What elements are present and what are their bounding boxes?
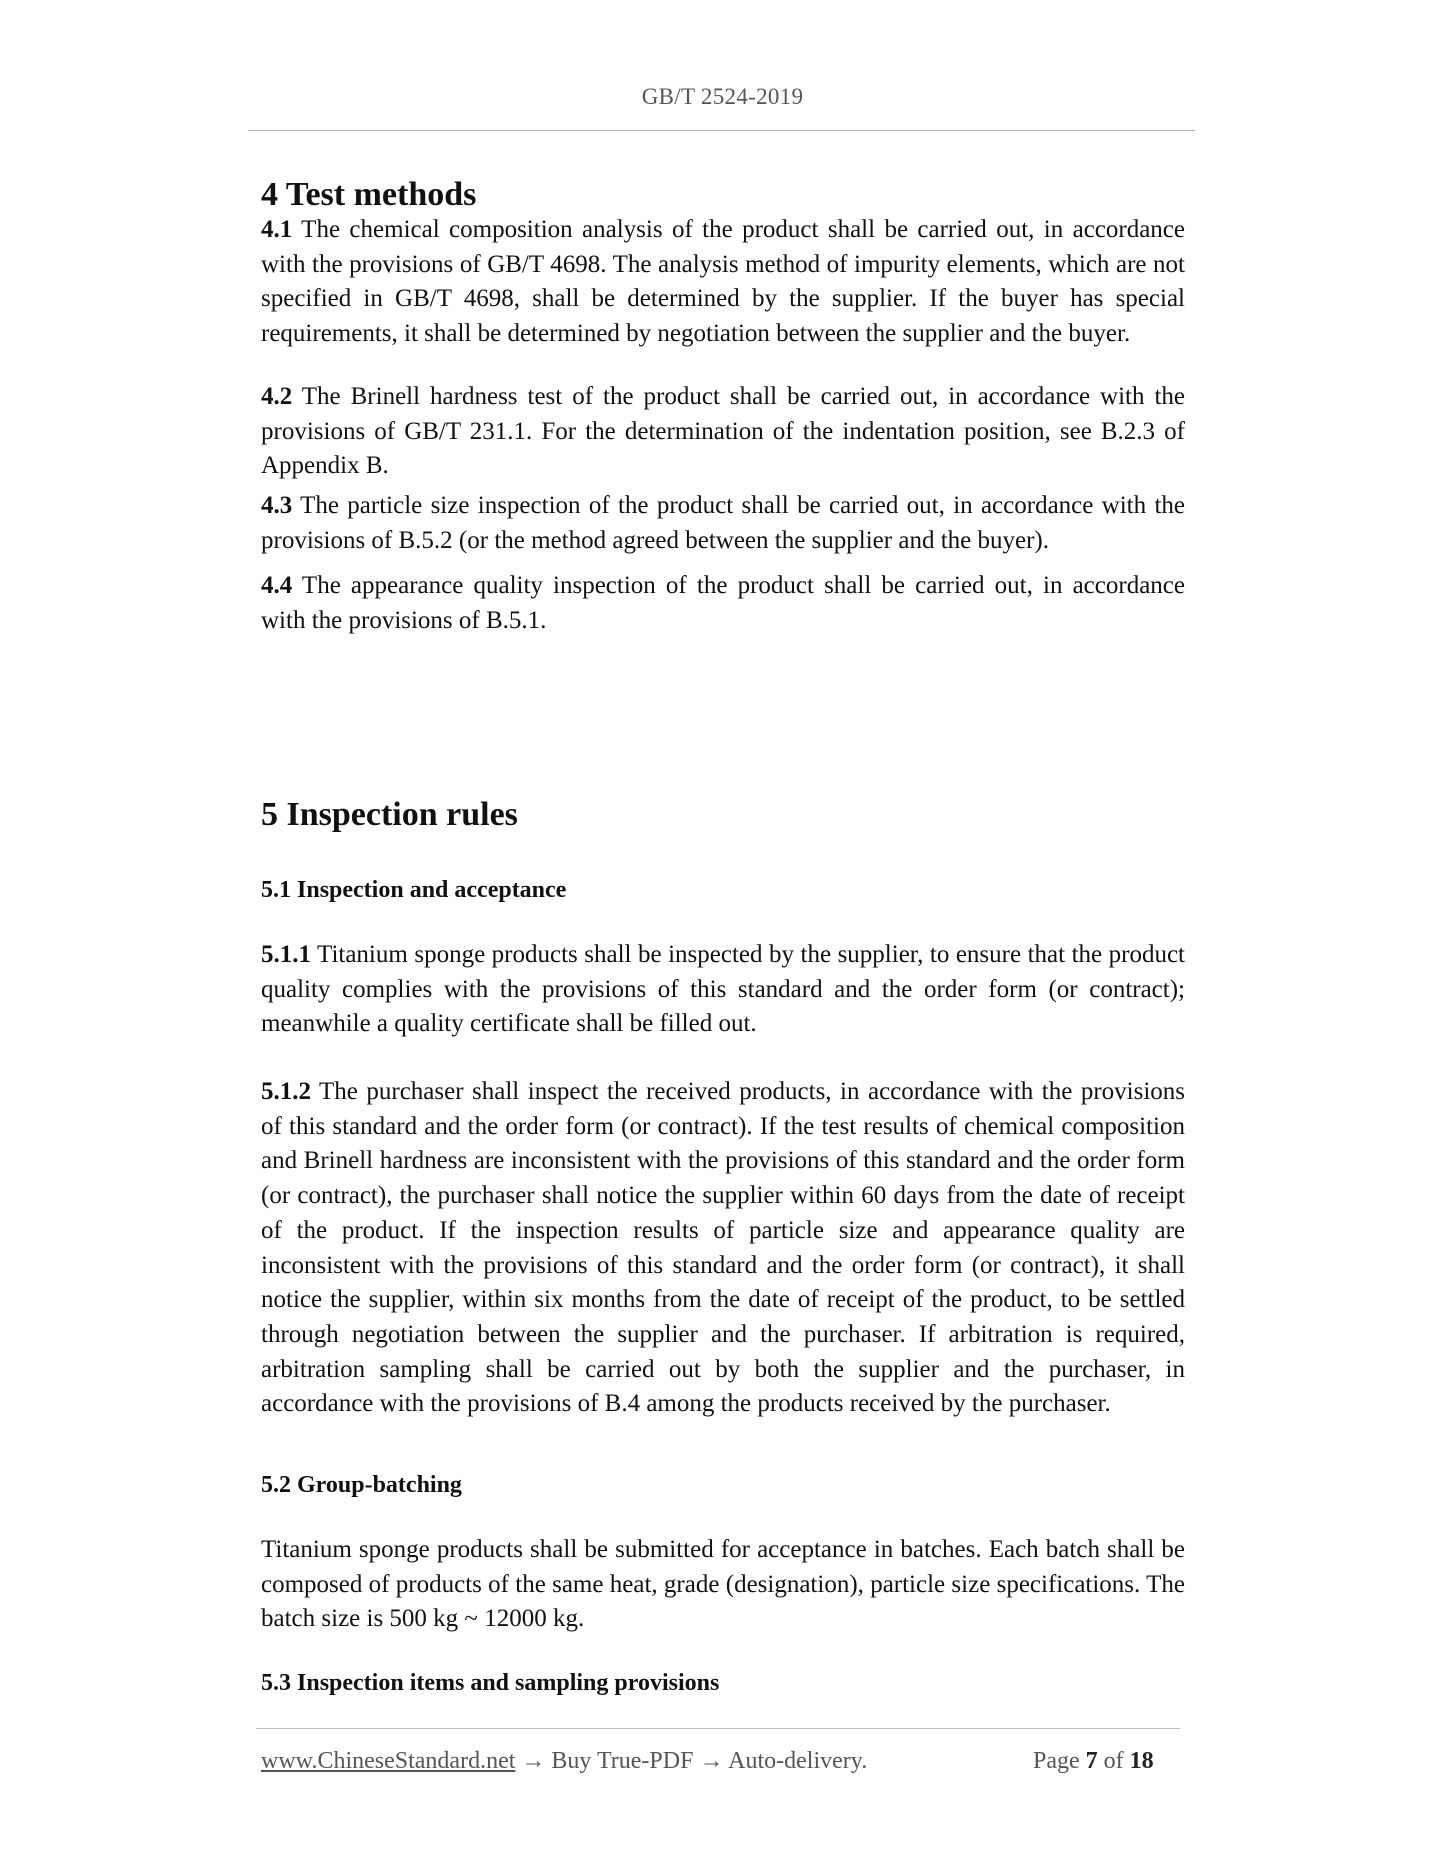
- clause-number: 4.3: [261, 492, 293, 519]
- clause-number: 5.1.1: [261, 941, 311, 968]
- chinesestandard-link[interactable]: www.ChineseStandard.net: [261, 1748, 516, 1774]
- page-current: 7: [1085, 1748, 1098, 1774]
- paragraph-5-1-2: [261, 1075, 1185, 1422]
- auto-delivery-text: Auto-delivery.: [728, 1748, 868, 1774]
- arrow-right-icon: →: [699, 1748, 724, 1774]
- footer-divider: [256, 1728, 1180, 1729]
- clause-text: The Brinell hardness test of the product shall be carried out, in accordance with the provisions of GB/T 231.1. For the determination of the indentation position, see B.2.3 of Appendix B.: [261, 383, 1185, 480]
- subsection-5-3-heading: 5.3 Inspection items and sampling provisions: [261, 1670, 720, 1696]
- paragraph-4-2: [261, 380, 1185, 484]
- section-4-heading: 4 Test methods: [261, 176, 477, 213]
- clause-text: The purchaser shall inspect the received products, in accordance with the provisions of this standard and the order form (or contract). If the test results of chemical composition and Brinell hardness are inconsistent with the provisions of this standard and the order form (or contract), the purchaser shall notice the supplier within 60 days from the date of receipt of the product. If the inspection results of particle size and appearance quality are inconsistent with the provisions of this standard and the order form (or contract), it shall notice the supplier, within six months from the date of receipt of the product, to be settled through negotiation between the supplier and the purchaser. If arbitration is required, arbitration sampling shall be carried out by both the supplier and the purchaser, in accordance with the provisions of B.4 among the products received by the purchaser.: [261, 1078, 1185, 1418]
- footer-promo: [261, 1748, 867, 1775]
- clause-number: 4.2: [261, 383, 293, 410]
- header-divider: [248, 130, 1195, 131]
- paragraph-5-2: Titanium sponge products shall be submitted for acceptance in batches. Each batch shall be composed of products of the same heat, grade (designation), particle size specifications. The batch size is 500 kg ~ 12000 kg.: [261, 1536, 1185, 1633]
- page-label: Page: [1033, 1748, 1080, 1774]
- page-of-label: of: [1103, 1748, 1124, 1774]
- paragraph-4-1: [261, 213, 1185, 352]
- clause-number: 5.1.2: [261, 1078, 311, 1105]
- document-code-header: GB/T 2524-2019: [641, 84, 804, 109]
- arrow-right-icon: →: [521, 1748, 546, 1774]
- buy-pdf-text: Buy True-PDF: [551, 1748, 694, 1774]
- paragraph-4-3: [261, 489, 1185, 558]
- clause-number: 4.4: [261, 572, 293, 599]
- page-indicator: [1033, 1748, 1154, 1775]
- page-total: 18: [1129, 1748, 1154, 1774]
- paragraph-5-1-1: [261, 938, 1185, 1042]
- clause-number: 4.1: [261, 216, 293, 243]
- clause-text: The particle size inspection of the product shall be carried out, in accordance with the provisions of B.5.2 (or the method agreed between the supplier and the buyer).: [261, 492, 1185, 554]
- paragraph-4-4: [261, 569, 1185, 638]
- section-5-heading: 5 Inspection rules: [261, 796, 518, 833]
- subsection-5-2-heading: 5.2 Group-batching: [261, 1472, 462, 1498]
- clause-text: The chemical composition analysis of the product shall be carried out, in accordance with the provisions of GB/T 4698. The analysis method of impurity elements, which are not specified in GB/T 4698, shall be determined by the supplier. If the buyer has special requirements, it shall be determined by negotiation between the supplier and the buyer.: [261, 216, 1185, 348]
- subsection-5-1-heading: 5.1 Inspection and acceptance: [261, 877, 567, 903]
- clause-text: Titanium sponge products shall be inspected by the supplier, to ensure that the product quality complies with the provisions of this standard and the order form (or contract); meanwhile a quality certificate shall be filled out.: [261, 941, 1185, 1038]
- clause-text: The appearance quality inspection of the product shall be carried out, in accordance with the provisions of B.5.1.: [261, 572, 1185, 634]
